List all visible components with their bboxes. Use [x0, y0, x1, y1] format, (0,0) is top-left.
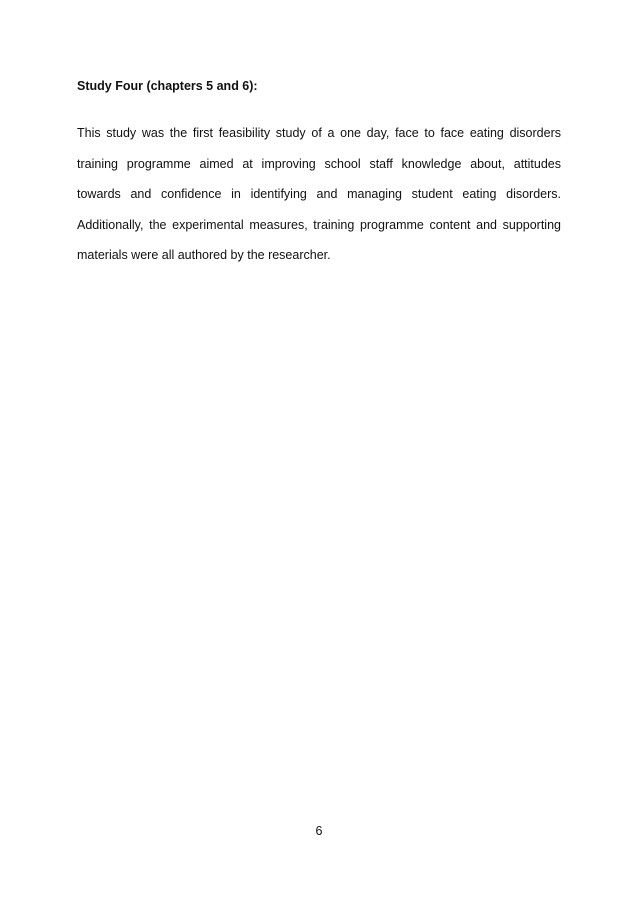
- page-number: 6: [315, 824, 323, 838]
- paragraph-line: This study was the first feasibility study of a one day, face to face eating disorders: [77, 126, 561, 140]
- paragraph-line: materials were all authored by the researcher.: [77, 248, 331, 262]
- paragraph-line: towards and confidence in identifying and managing student eating disorders.: [77, 187, 561, 201]
- body-paragraph: [77, 118, 561, 271]
- paragraph-line: Additionally, the experimental measures, training programme content and supporting: [77, 217, 561, 232]
- paragraph-line: training programme aimed at improving school staff knowledge about, attitudes: [77, 156, 561, 171]
- section-heading: Study Four (chapters 5 and 6):: [77, 79, 258, 93]
